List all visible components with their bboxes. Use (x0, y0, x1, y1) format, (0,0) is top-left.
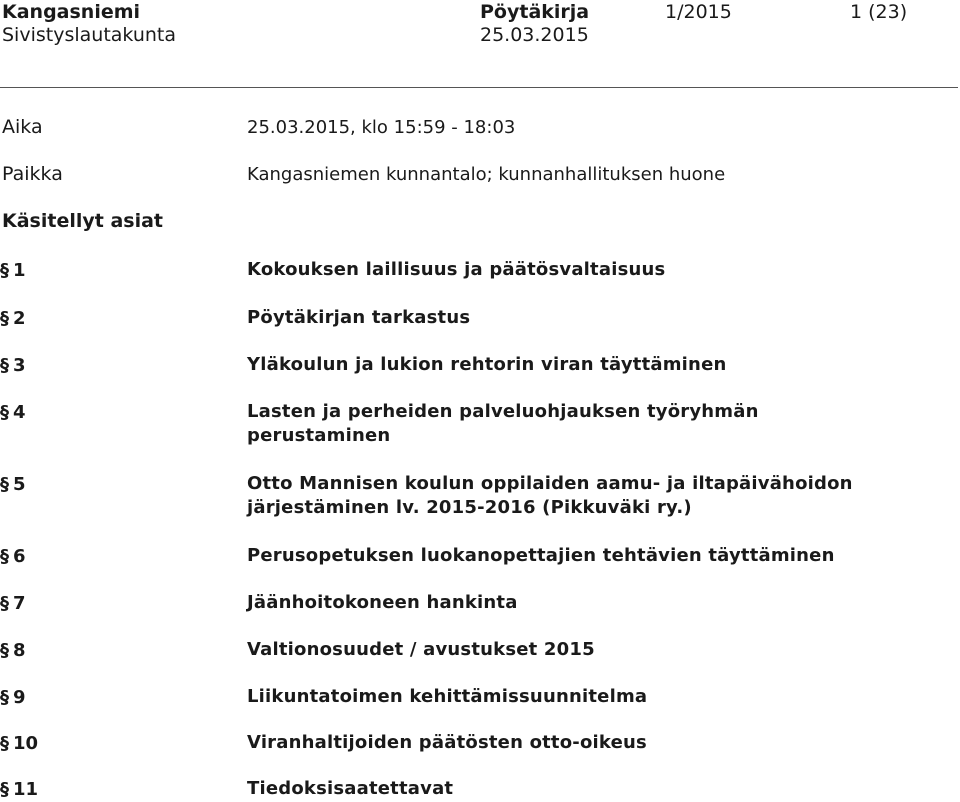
item-title: Perusopetuksen luokanopettajien tehtävien täyttäminen (247, 545, 835, 566)
section-symbol: § (0, 687, 9, 708)
section-symbol: § (0, 593, 9, 614)
document-number: 1/2015 (665, 1, 732, 23)
item-title: Jäänhoitokoneen hankinta (247, 592, 518, 613)
section-symbol: § (0, 308, 9, 329)
item-title: Lasten ja perheiden palveluohjauksen työryhmän perustaminen (247, 401, 759, 446)
section-symbol: § (0, 733, 9, 754)
header-divider (0, 87, 958, 88)
time-value: 25.03.2015, klo 15:59 - 18:03 (247, 117, 516, 138)
municipality-name: Kangasniemi (2, 1, 141, 23)
item-number (0, 687, 26, 708)
document-date: 25.03.2015 (480, 24, 589, 46)
item-title: Tiedoksisaatettavat (247, 778, 454, 799)
place-value: Kangasniemen kunnantalo; kunnanhallituksen huone (247, 164, 726, 185)
item-title: Viranhaltijoiden päätösten otto-oikeus (247, 732, 647, 753)
document-type: Pöytäkirja (480, 1, 590, 23)
item-number (0, 260, 26, 281)
item-number (0, 402, 26, 423)
page-number: 1 (23) (850, 1, 908, 23)
item-num: 8 (13, 640, 26, 661)
item-num: 3 (13, 355, 26, 376)
item-number (0, 355, 26, 376)
item-number (0, 308, 26, 329)
item-num: 1 (13, 260, 26, 281)
item-title: Yläkoulun ja lukion rehtorin viran täyttäminen (247, 354, 727, 375)
section-symbol: § (0, 402, 9, 423)
place-label: Paikka (2, 163, 63, 185)
item-number (0, 593, 26, 614)
section-symbol: § (0, 640, 9, 661)
item-num: 5 (13, 474, 26, 495)
item-num: 2 (13, 308, 26, 329)
item-title: Liikuntatoimen kehittämissuunnitelma (247, 686, 648, 707)
item-num: 9 (13, 687, 26, 708)
committee-name: Sivistyslautakunta (2, 24, 177, 46)
item-num: 4 (13, 402, 26, 423)
item-number (0, 779, 38, 800)
item-num: 6 (13, 546, 26, 567)
item-number (0, 474, 26, 495)
section-symbol: § (0, 355, 9, 376)
section-symbol: § (0, 779, 9, 800)
time-label: Aika (2, 116, 43, 138)
item-num: 7 (13, 593, 26, 614)
item-num: 11 (13, 779, 39, 800)
items-heading: Käsitellyt asiat (2, 210, 163, 232)
item-title: Valtionosuudet / avustukset 2015 (247, 639, 595, 660)
item-num: 10 (13, 733, 39, 754)
item-number (0, 733, 38, 754)
item-title: Kokouksen laillisuus ja päätösvaltaisuus (247, 259, 666, 280)
item-number (0, 640, 26, 661)
section-symbol: § (0, 260, 9, 281)
item-number (0, 546, 26, 567)
item-title: Otto Mannisen koulun oppilaiden aamu- ja iltapäivähoidon järjestäminen lv. 2015-2016 (Pikkuväki ry.) (247, 473, 853, 518)
section-symbol: § (0, 546, 9, 567)
item-title: Pöytäkirjan tarkastus (247, 307, 471, 328)
section-symbol: § (0, 474, 9, 495)
